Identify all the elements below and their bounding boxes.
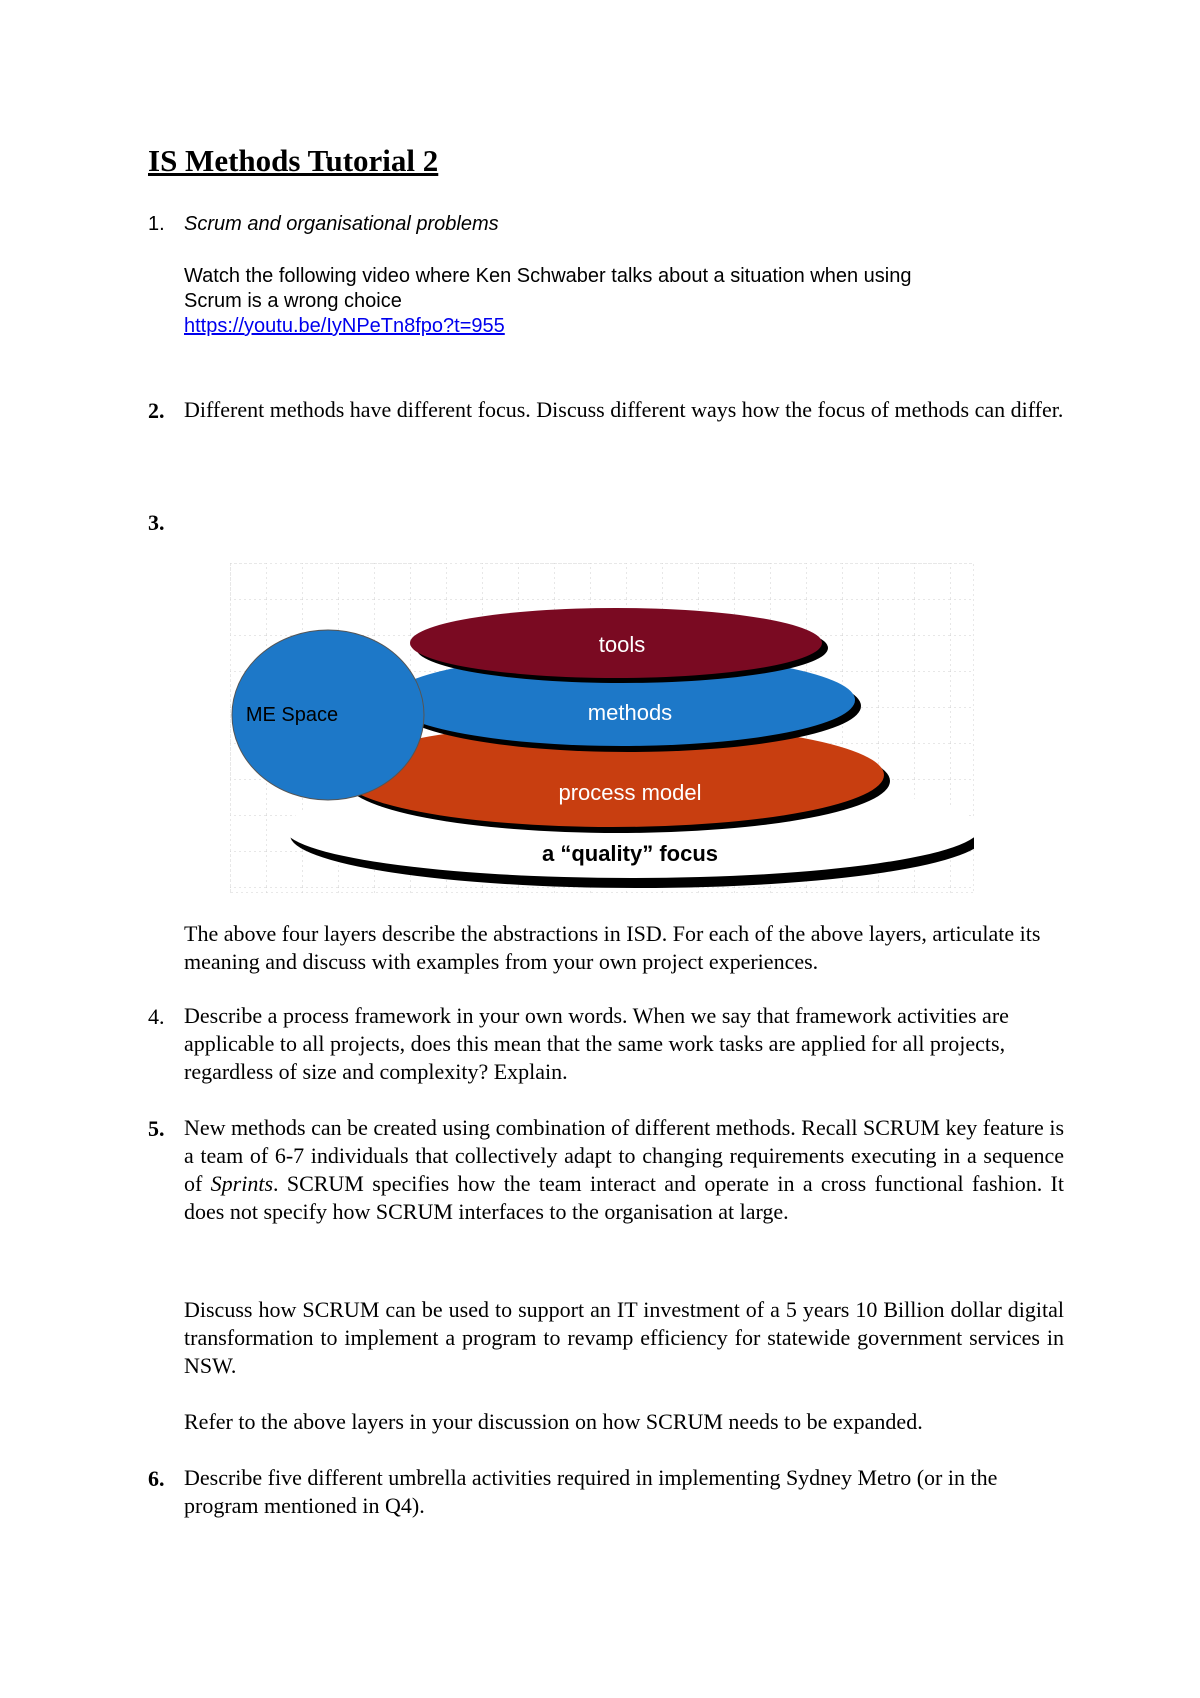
tools-label: tools	[598, 632, 646, 657]
q2-text: Different methods have different focus. Discuss different ways how the focus of methods can differ.	[184, 397, 1064, 422]
q1-text	[184, 264, 1044, 339]
video-link[interactable]: https://youtu.be/IyNPeTn8fpo?t=955	[184, 315, 505, 337]
q1-number: 1.	[148, 213, 165, 235]
q5-para2: Discuss how SCRUM can be used to support an IT investment of a 5 years 10 Billion dollar digital transformation to implement a program to revamp efficiency for statewide government services in NSW.	[184, 1297, 1064, 1378]
q3-text: The above four layers describe the abstractions in ISD. For each of the above layers, articulate its meaning and discuss with examples from your own project experiences.	[184, 921, 1041, 974]
q5-para3: Refer to the above layers in your discussion on how SCRUM needs to be expanded.	[184, 1409, 923, 1434]
q6-number: 6.	[148, 1466, 165, 1491]
q1-text-line1: Watch the following video where Ken Schwaber talks about a situation when using	[184, 265, 912, 287]
q2-number: 2.	[148, 398, 165, 423]
q1-heading: Scrum and organisational problems	[184, 213, 499, 235]
q4-text: Describe a process framework in your own words. When we say that framework activities are applicable to all projects, does this mean that the same work tasks are applied for all projects, regardless of size and complexity? Explain.	[184, 1003, 1009, 1084]
methods-label: methods	[587, 700, 673, 725]
process-model-label: process model	[558, 780, 702, 805]
q5-para1-start: New methods can be created using combination of different methods. Recall SCRUM key feature is a team of 6-7 individuals that collectively adapt to changing requirements executing in a sequence of	[184, 1115, 1064, 1196]
q5-para1-end: . SCRUM specifies how the team interact and operate in a cross functional fashion. It does not specify how SCRUM interfaces to the organisation at large.	[184, 1171, 1064, 1224]
q5-number: 5.	[148, 1116, 165, 1141]
layers-diagram	[230, 563, 974, 893]
me-space-label: ME Space	[245, 704, 339, 726]
q6-text: Describe five different umbrella activities required in implementing Sydney Metro (or in the program mentioned in Q4).	[184, 1465, 998, 1518]
q5-para1	[184, 1114, 1064, 1226]
page-title: IS Methods Tutorial 2	[148, 143, 439, 178]
q1-text-line2: Scrum is a wrong choice	[184, 290, 402, 312]
q3-number: 3.	[148, 510, 165, 535]
q5-sprints-term: Sprints	[210, 1171, 274, 1196]
quality-focus-label: a “quality” focus	[541, 841, 719, 866]
q4-number: 4.	[148, 1004, 165, 1029]
